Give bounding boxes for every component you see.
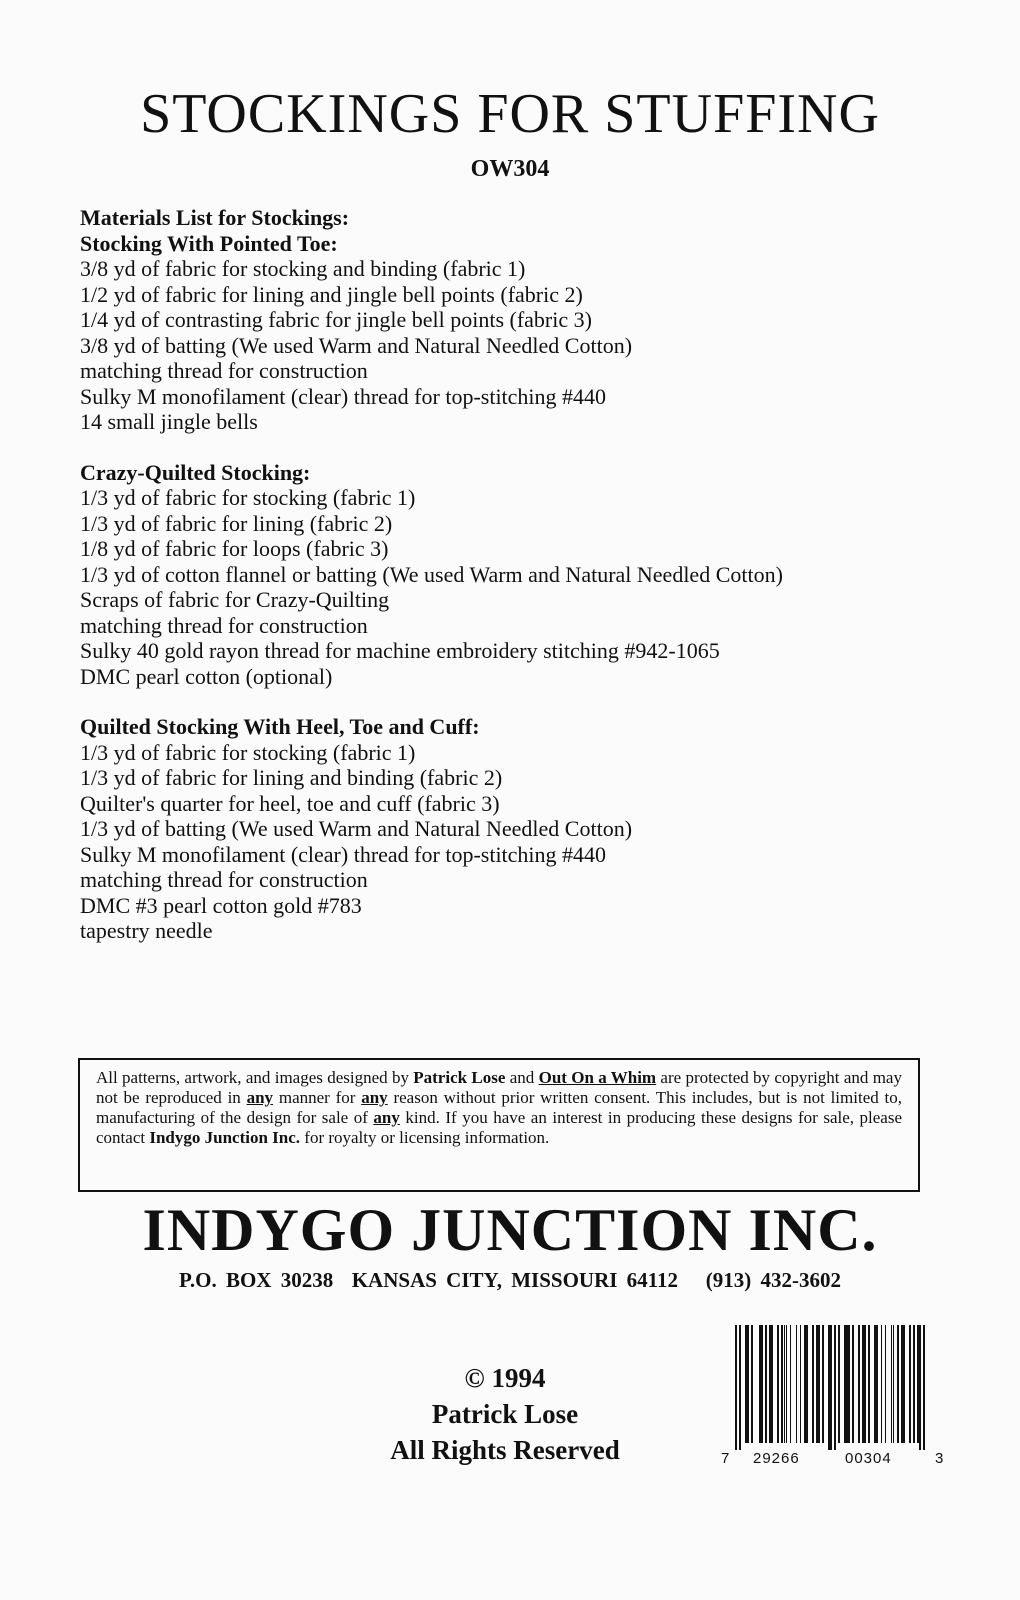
barcode-check-digit: 3 <box>935 1450 944 1467</box>
barcode-bar <box>876 1325 878 1443</box>
materials-section <box>80 460 980 690</box>
barcode-bar <box>800 1325 802 1443</box>
list-item: 1/2 yd of fabric for lining and jingle bell points (fabric 2) <box>80 281 583 307</box>
notice-text: reason without prior written consent. This includes, but is not limited to, manufacturing of the design for sale of <box>96 1088 903 1127</box>
list-item: 14 small jingle bells <box>80 409 258 434</box>
copyright-notice <box>78 1058 920 1192</box>
list-item: 3/8 yd of fabric for stocking and binding (fabric 1) <box>80 256 526 281</box>
barcode-bar <box>790 1325 792 1443</box>
phone: (913) 432-3602 <box>705 1268 842 1292</box>
barcode-bar <box>812 1325 814 1443</box>
barcode-bar <box>739 1325 741 1450</box>
barcode-bar <box>903 1325 905 1443</box>
company-name: INDYGO JUNCTION INC. <box>142 1197 878 1263</box>
barcode-bar <box>735 1325 737 1450</box>
materials-list <box>80 205 980 969</box>
company-address <box>0 1268 1020 1293</box>
list-item: Quilter's quarter for heel, toe and cuff (fabric 3) <box>80 790 500 816</box>
barcode-bar <box>858 1325 860 1443</box>
notice-brand: Out On a Whim <box>538 1068 657 1087</box>
barcode-bar <box>765 1325 767 1443</box>
notice-emphasis: any <box>373 1108 400 1127</box>
list-item: Sulky M monofilament (clear) thread for top-stitching #440 <box>80 841 607 867</box>
barcode-bar <box>913 1325 915 1443</box>
list-item: Scraps of fabric for Crazy-Quilting <box>80 587 390 612</box>
barcode-bar <box>885 1325 887 1443</box>
list-item: 1/3 yd of fabric for stocking (fabric 1) <box>80 485 416 510</box>
barcode-left-digits: 29266 <box>753 1450 800 1467</box>
list-item: 1/4 yd of contrasting fabric for jingle bell points (fabric 3) <box>80 307 592 332</box>
notice-text: kind. If you have an interest in producing these designs for sale, please contact <box>96 1108 902 1147</box>
barcode-bar <box>806 1325 808 1443</box>
barcode-lead-digit: 7 <box>721 1450 730 1467</box>
barcode-bar <box>777 1325 779 1443</box>
materials-heading: Materials List for Stockings: <box>80 205 350 230</box>
barcode-bar <box>771 1325 773 1443</box>
notice-company: Indygo Junction Inc. <box>149 1128 301 1147</box>
pattern-code: OW304 <box>470 156 550 182</box>
barcode-bar <box>830 1325 832 1450</box>
list-item: DMC #3 pearl cotton gold #783 <box>80 892 362 918</box>
notice-emphasis: any <box>246 1088 274 1107</box>
page-title: STOCKINGS FOR STUFFING <box>140 83 880 145</box>
list-item: tapestry needle <box>80 918 213 943</box>
barcode-bar <box>751 1325 753 1443</box>
list-item: 1/3 yd of fabric for lining and binding (fabric 2) <box>80 765 503 790</box>
list-item: 1/3 yd of fabric for stocking (fabric 1) <box>80 739 416 765</box>
barcode-bar <box>838 1325 840 1443</box>
section-title: Stocking With Pointed Toe: <box>80 230 338 256</box>
barcode-bar <box>818 1325 820 1443</box>
barcode-bar <box>864 1325 866 1443</box>
copyright-author: Patrick Lose <box>431 1399 579 1429</box>
list-item: 1/3 yd of fabric for lining (fabric 2) <box>80 510 393 536</box>
list-item: Sulky 40 gold rayon thread for machine embroidery stitching #942-1065 <box>80 638 720 663</box>
barcode-bar <box>868 1325 870 1443</box>
list-item: DMC pearl cotton (optional) <box>80 663 333 689</box>
list-item: 3/8 yd of batting (We used Warm and Natural Needled Cotton) <box>80 332 633 358</box>
list-item: matching thread for construction <box>80 358 368 383</box>
barcode-bar <box>822 1325 824 1443</box>
list-item: 1/3 yd of cotton flannel or batting (We used Warm and Natural Needled Cotton) <box>80 561 783 587</box>
barcode-bar <box>834 1325 836 1450</box>
notice-text: manner for <box>273 1088 362 1107</box>
barcode-bar <box>796 1325 798 1443</box>
notice-text: and <box>505 1068 539 1087</box>
list-item: Sulky M monofilament (clear) thread for top-stitching #440 <box>80 383 607 409</box>
barcode-bar <box>786 1325 788 1443</box>
barcode-bar <box>909 1325 911 1443</box>
materials-section <box>80 714 980 944</box>
notice-text: for royalty or licensing information. <box>300 1128 550 1147</box>
materials-sections <box>80 231 980 944</box>
section-title: Quilted Stocking With Heel, Toe and Cuff: <box>80 714 480 739</box>
materials-section <box>80 231 980 435</box>
notice-text: All patterns, artwork, and images designed by <box>96 1068 414 1087</box>
copyright-block <box>330 1360 680 1468</box>
list-item: matching thread for construction <box>80 612 368 638</box>
list-item: matching thread for construction <box>80 867 368 892</box>
city: KANSAS CITY, MISSOURI 64112 <box>351 1268 679 1292</box>
list-item: 1/8 yd of fabric for loops (fabric 3) <box>80 536 389 561</box>
po-box: P.O. BOX 30238 <box>178 1268 334 1292</box>
barcode-bar <box>852 1325 854 1443</box>
notice-text: are protected by copyright and may not be reproduced in <box>96 1068 902 1107</box>
barcode-bar <box>919 1325 921 1450</box>
barcode-right-digits: 00304 <box>845 1450 892 1467</box>
list-item: 1/3 yd of batting (We used Warm and Natural Needled Cotton) <box>80 816 633 841</box>
copyright-year: © 1994 <box>464 1363 546 1393</box>
section-title: Crazy-Quilted Stocking: <box>80 459 311 485</box>
barcode-bar <box>893 1325 895 1443</box>
barcode-bar <box>761 1325 763 1443</box>
notice-designer: Patrick Lose <box>413 1068 506 1087</box>
barcode-bar <box>897 1325 899 1443</box>
barcode-bars <box>735 1325 925 1443</box>
copyright-rights: All Rights Reserved <box>390 1435 620 1465</box>
notice-emphasis: any <box>361 1088 388 1107</box>
barcode-bar <box>881 1325 883 1443</box>
barcode-bar <box>923 1325 925 1450</box>
barcode-bar <box>848 1325 850 1443</box>
barcode <box>721 1325 944 1467</box>
barcode-bar <box>747 1325 749 1443</box>
